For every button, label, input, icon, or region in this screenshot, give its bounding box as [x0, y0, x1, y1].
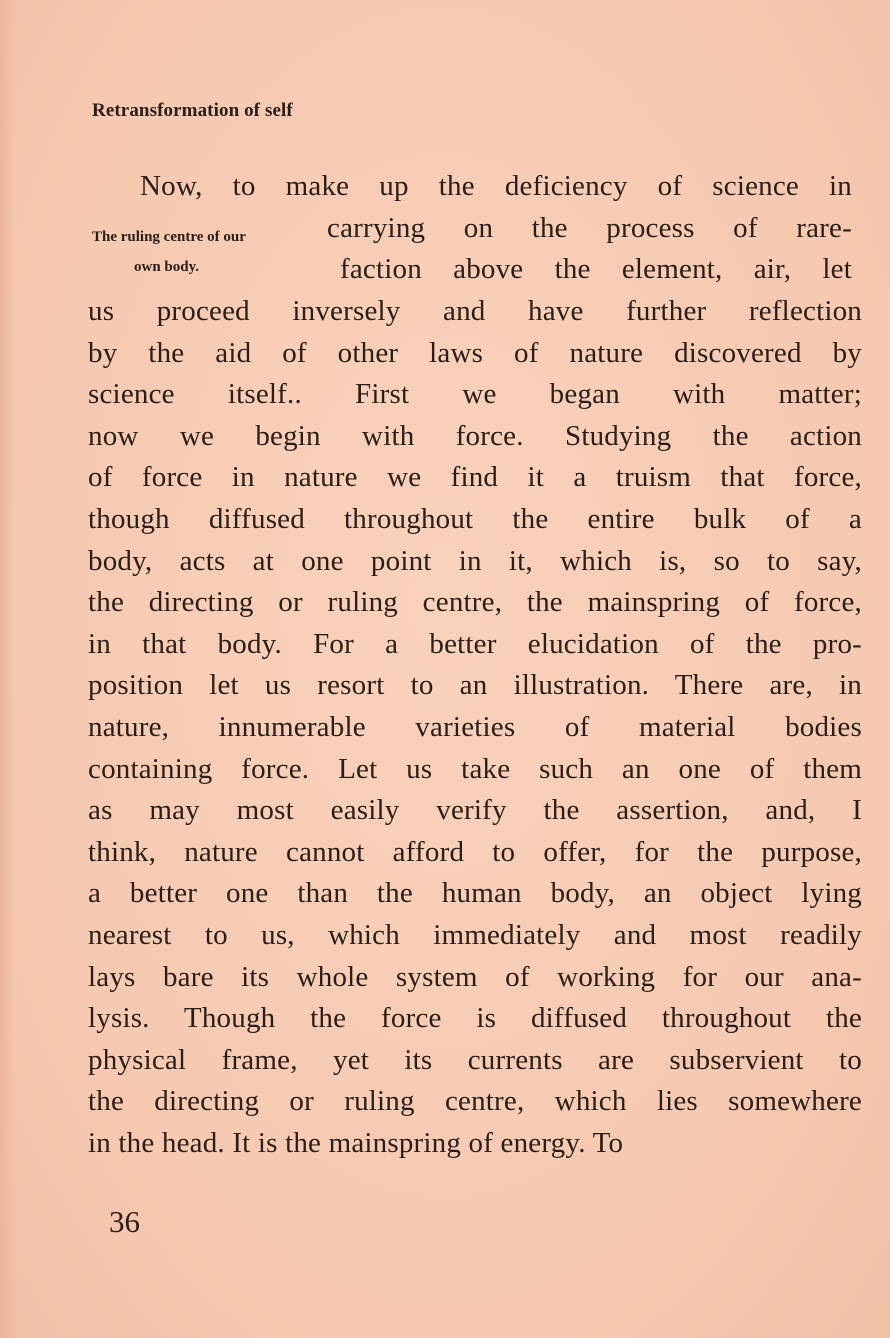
text-line: containing force. Let us take such an one of them — [88, 752, 862, 785]
text-line: as may most easily verify the assertion, and, I — [88, 794, 862, 827]
text-line: position let us resort to an illustration. There are, in — [88, 669, 862, 702]
text-line: Now, to make up the deficiency of science in — [140, 170, 852, 202]
paragraph-opening — [140, 166, 852, 291]
text-line: in the head. It is the mainspring of energy. To — [88, 1126, 624, 1159]
text-line: of force in nature we find it a truism that force, — [88, 461, 862, 494]
text-line: physical frame, yet its currents are subservient to — [88, 1043, 862, 1076]
text-line: faction above the element, air, let — [340, 253, 852, 286]
text-line: us proceed inversely and have further reflection — [88, 295, 862, 327]
text-line: the directing or ruling centre, the mainspring of force, — [88, 586, 862, 619]
running-head: Retransformation of self — [92, 100, 293, 121]
margin-note-line-2: own body. — [134, 259, 200, 275]
text-line: though diffused throughout the entire bulk of a — [88, 502, 862, 535]
text-line: carrying on the process of rare- — [327, 211, 852, 244]
text-line: think, nature cannot afford to offer, for the purpose, — [88, 835, 862, 868]
text-line: nature, innumerable varieties of material bodies — [88, 710, 862, 743]
margin-note-line-1: The ruling centre of our — [92, 229, 246, 245]
text-line: body, acts at one point in it, which is, so to say, — [88, 544, 862, 577]
page-number: 36 — [109, 1204, 140, 1239]
paragraph-body — [88, 291, 862, 1164]
text-line: a better one than the human body, an object lying — [88, 877, 862, 910]
text-line: in that body. For a better elucidation of the pro- — [88, 627, 862, 660]
text-line: science itself.. First we began with matter; — [88, 378, 862, 411]
text-line: now we begin with force. Studying the action — [88, 419, 862, 452]
text-line: lays bare its whole system of working for our ana- — [88, 960, 862, 993]
text-line: lysis. Though the force is diffused throughout the — [88, 1002, 862, 1035]
text-line: by the aid of other laws of nature discovered by — [88, 336, 862, 369]
text-line: the directing or ruling centre, which lies somewhere — [88, 1085, 862, 1118]
text-line: nearest to us, which immediately and most readily — [88, 918, 862, 951]
gutter-shadow — [0, 0, 16, 1338]
